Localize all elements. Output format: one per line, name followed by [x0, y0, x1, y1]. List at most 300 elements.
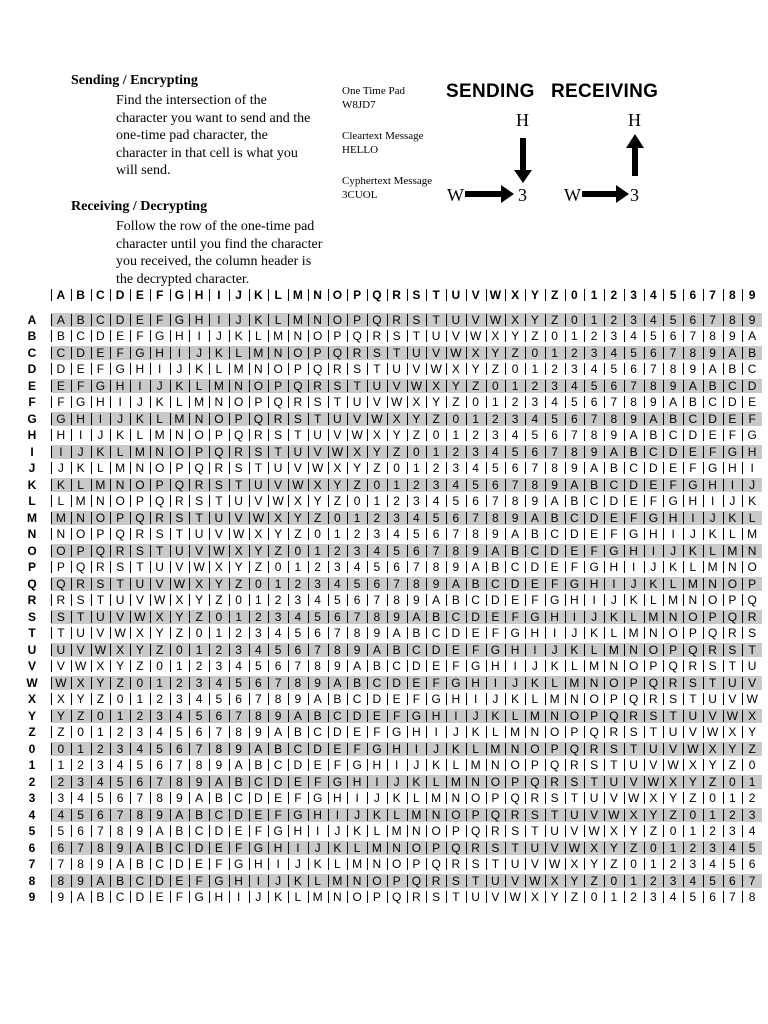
sending-line: character you want to send and the	[116, 110, 311, 126]
table-cell: 4	[584, 361, 604, 378]
table-cell: Y	[229, 559, 249, 576]
table-cell: R	[308, 378, 328, 395]
table-cell: B	[209, 790, 229, 807]
table-cell: 0	[150, 658, 170, 675]
table-cell: U	[624, 757, 644, 774]
table-cell: H	[604, 559, 624, 576]
table-cell: J	[486, 691, 506, 708]
table-cell: 4	[268, 625, 288, 642]
table-cell: Z	[545, 312, 565, 329]
table-cell: X	[150, 609, 170, 626]
table-cell: Z	[288, 526, 308, 543]
table-cell: J	[387, 774, 407, 791]
table-cell: 5	[545, 411, 565, 428]
table-cell: T	[683, 691, 703, 708]
table-cell: 9	[91, 856, 111, 873]
table-cell: T	[170, 526, 190, 543]
table-cell: M	[426, 790, 446, 807]
table-cell: B	[644, 427, 664, 444]
table-cell: O	[189, 427, 209, 444]
table-cell: 6	[584, 394, 604, 411]
table-row	[22, 328, 757, 345]
table-cell: C	[565, 510, 585, 527]
table-cell: K	[604, 609, 624, 626]
table-cell: D	[110, 312, 130, 329]
table-cell: T	[723, 658, 743, 675]
table-cell: 2	[170, 675, 190, 692]
column-header: D	[110, 287, 130, 304]
table-cell: I	[110, 394, 130, 411]
table-cell: J	[663, 543, 683, 560]
table-cell: W	[150, 592, 170, 609]
table-cell: L	[624, 609, 644, 626]
table-cell: S	[229, 460, 249, 477]
table-cell: Z	[71, 708, 91, 725]
table-cell: F	[545, 576, 565, 593]
table-cell: E	[209, 840, 229, 857]
table-cell: 7	[703, 312, 723, 329]
table-cell: I	[742, 460, 762, 477]
table-cell: E	[407, 675, 427, 692]
table-cell: 7	[51, 856, 71, 873]
row-header: 4	[28, 807, 36, 822]
table-cell: W	[308, 460, 328, 477]
table-cell: N	[663, 609, 683, 626]
receiving-line: character until you find the character	[116, 236, 323, 252]
table-cell: 6	[71, 823, 91, 840]
table-cell: O	[110, 493, 130, 510]
table-cell: C	[110, 889, 130, 906]
recv-result-digit: 3	[630, 185, 639, 205]
table-cell: C	[624, 460, 644, 477]
table-row	[22, 543, 757, 560]
table-cell: 6	[426, 526, 446, 543]
table-row	[22, 642, 756, 659]
table-cell: Z	[723, 757, 743, 774]
table-cell: B	[347, 675, 367, 692]
table-cell: 1	[663, 840, 683, 857]
table-cell: 5	[505, 444, 525, 461]
table-cell: P	[565, 724, 585, 741]
table-cell: 1	[525, 361, 545, 378]
column-header: M	[288, 287, 308, 304]
table-row	[22, 724, 757, 741]
table-cell: X	[545, 873, 565, 890]
table-cell: Q	[150, 493, 170, 510]
table-cell: B	[91, 889, 111, 906]
cleartext-label: Cleartext Message	[342, 130, 424, 142]
table-cell: U	[328, 411, 348, 428]
table-cell: 1	[466, 411, 486, 428]
table-cell: Z	[249, 559, 269, 576]
table-cell: Y	[683, 774, 703, 791]
table-cell: D	[565, 526, 585, 543]
table-cell: D	[723, 394, 743, 411]
table-cell: Q	[91, 543, 111, 560]
table-cell: 0	[703, 790, 723, 807]
table-cell: G	[486, 642, 506, 659]
table-cell: P	[407, 856, 427, 873]
table-cell: 4	[505, 427, 525, 444]
table-cell: Q	[525, 774, 545, 791]
table-cell: Y	[545, 889, 565, 906]
table-cell: 1	[308, 543, 328, 560]
table-cell: N	[486, 757, 506, 774]
table-cell: M	[545, 691, 565, 708]
table-cell: U	[51, 642, 71, 659]
table-cell: X	[604, 823, 624, 840]
table-cell: S	[742, 625, 762, 642]
table-cell: 8	[466, 526, 486, 543]
table-cell: H	[51, 427, 71, 444]
table-cell: Z	[703, 774, 723, 791]
table-cell: Z	[189, 609, 209, 626]
table-cell: 9	[545, 477, 565, 494]
table-cell: 1	[683, 823, 703, 840]
table-cell: H	[71, 411, 91, 428]
table-cell: 1	[407, 460, 427, 477]
table-cell: R	[525, 790, 545, 807]
table-cell: O	[387, 856, 407, 873]
table-cell: 6	[229, 691, 249, 708]
column-header: 6	[683, 287, 703, 304]
table-cell: V	[584, 807, 604, 824]
table-cell: D	[387, 675, 407, 692]
table-cell: K	[110, 427, 130, 444]
table-cell: I	[663, 526, 683, 543]
table-cell: G	[525, 609, 545, 626]
table-cell: S	[71, 592, 91, 609]
table-cell: D	[446, 625, 466, 642]
table-cell: N	[347, 873, 367, 890]
table-cell: U	[268, 460, 288, 477]
table-cell: J	[150, 378, 170, 395]
table-cell: F	[663, 477, 683, 494]
table-cell: C	[209, 807, 229, 824]
table-cell: M	[604, 642, 624, 659]
table-cell: G	[51, 411, 71, 428]
table-cell: 9	[565, 460, 585, 477]
table-cell: 7	[268, 675, 288, 692]
table-cell: X	[663, 774, 683, 791]
table-cell: J	[683, 526, 703, 543]
table-cell: D	[644, 460, 664, 477]
table-cell: 1	[51, 757, 71, 774]
table-cell: Q	[209, 444, 229, 461]
table-cell: L	[249, 328, 269, 345]
table-cell: D	[624, 477, 644, 494]
table-cell: 8	[505, 493, 525, 510]
table-cell: 6	[328, 609, 348, 626]
table-cell: Z	[347, 477, 367, 494]
table-cell: G	[683, 477, 703, 494]
table-cell: 5	[426, 510, 446, 527]
table-cell: 0	[51, 741, 71, 758]
table-cell: V	[150, 576, 170, 593]
table-cell: 4	[604, 345, 624, 362]
table-row	[22, 691, 758, 708]
row-header: I	[30, 444, 34, 459]
table-cell: I	[723, 477, 743, 494]
table-cell: U	[426, 328, 446, 345]
table-cell: 2	[525, 378, 545, 395]
table-cell: P	[367, 889, 387, 906]
table-cell: R	[604, 724, 624, 741]
table-cell: Z	[644, 823, 664, 840]
table-cell: U	[525, 840, 545, 857]
table-cell: H	[624, 543, 644, 560]
table-cell: U	[150, 559, 170, 576]
table-cell: K	[189, 361, 209, 378]
table-cell: H	[703, 477, 723, 494]
table-cell: Y	[268, 526, 288, 543]
table-cell: B	[110, 873, 130, 890]
table-cell: 4	[723, 840, 743, 857]
table-cell: 9	[268, 708, 288, 725]
table-cell: Q	[268, 394, 288, 411]
table-cell: T	[367, 361, 387, 378]
table-cell: 0	[308, 526, 328, 543]
table-cell: 6	[387, 559, 407, 576]
table-cell: G	[446, 675, 466, 692]
table-cell: H	[683, 493, 703, 510]
table-cell: T	[703, 675, 723, 692]
row-header: D	[27, 362, 37, 376]
table-cell: 3	[624, 312, 644, 329]
table-cell: H	[170, 328, 190, 345]
row-header: T	[28, 626, 36, 640]
table-cell: N	[110, 477, 130, 494]
table-cell: X	[229, 543, 249, 560]
table-cell: S	[663, 691, 683, 708]
table-cell: R	[268, 411, 288, 428]
table-cell: 0	[209, 609, 229, 626]
column-header: S	[407, 287, 427, 304]
table-cell: P	[683, 625, 703, 642]
table-row	[22, 807, 756, 824]
table-cell: J	[624, 576, 644, 593]
table-cell: 2	[268, 592, 288, 609]
table-cell: R	[51, 592, 71, 609]
table-cell: K	[466, 724, 486, 741]
table-cell: G	[663, 493, 683, 510]
table-cell: F	[466, 642, 486, 659]
table-row	[22, 427, 757, 444]
table-cell: N	[742, 543, 762, 560]
row-header: K	[27, 477, 37, 492]
table-cell: 4	[683, 873, 703, 890]
table-cell: C	[525, 543, 545, 560]
table-cell: G	[584, 559, 604, 576]
table-cell: Y	[624, 823, 644, 840]
table-cell: T	[545, 807, 565, 824]
table-cell: I	[486, 675, 506, 692]
table-row	[22, 741, 756, 758]
recv-up-arrow-icon	[626, 134, 644, 176]
send-left-letter: W	[447, 185, 464, 205]
table-cell: R	[584, 741, 604, 758]
table-cell: A	[268, 724, 288, 741]
table-cell: M	[328, 873, 348, 890]
table-cell: L	[268, 312, 288, 329]
table-cell: 7	[466, 510, 486, 527]
table-cell: 0	[525, 345, 545, 362]
table-cell: K	[308, 856, 328, 873]
cyphertext-label: Cyphertext Message	[342, 175, 433, 187]
table-cell: E	[367, 708, 387, 725]
table-cell: D	[466, 609, 486, 626]
table-cell: J	[584, 609, 604, 626]
table-cell: 1	[644, 856, 664, 873]
table-cell: X	[367, 427, 387, 444]
table-cell: Y	[723, 741, 743, 758]
table-cell: N	[91, 493, 111, 510]
table-cell: 1	[742, 774, 762, 791]
table-cell: 4	[367, 543, 387, 560]
table-cell: S	[367, 345, 387, 362]
table-cell: S	[486, 840, 506, 857]
table-cell: C	[644, 444, 664, 461]
table-cell: S	[407, 312, 427, 329]
row-header: Z	[28, 725, 36, 739]
table-cell: 6	[466, 493, 486, 510]
table-cell: M	[71, 493, 91, 510]
table-cell: I	[150, 361, 170, 378]
table-cell: N	[189, 411, 209, 428]
table-cell: 4	[565, 378, 585, 395]
table-cell: 8	[288, 675, 308, 692]
table-cell: 5	[150, 741, 170, 758]
table-cell: O	[426, 823, 446, 840]
table-cell: E	[663, 460, 683, 477]
table-cell: U	[229, 493, 249, 510]
table-cell: B	[525, 526, 545, 543]
table-cell: F	[387, 708, 407, 725]
table-cell: L	[505, 708, 525, 725]
table-cell: B	[426, 609, 446, 626]
table-cell: O	[486, 774, 506, 791]
table-cell: 0	[170, 642, 190, 659]
table-cell: X	[703, 741, 723, 758]
table-cell: X	[71, 675, 91, 692]
table-cell: 3	[308, 576, 328, 593]
table-cell: S	[426, 889, 446, 906]
table-cell: 5	[604, 361, 624, 378]
table-cell: W	[545, 856, 565, 873]
table-cell: M	[387, 823, 407, 840]
table-cell: 9	[229, 741, 249, 758]
table-cell: K	[565, 642, 585, 659]
table-cell: N	[644, 625, 664, 642]
column-header-row	[22, 287, 756, 304]
table-cell: 8	[742, 889, 762, 906]
table-cell: R	[387, 312, 407, 329]
table-cell: 2	[288, 576, 308, 593]
table-cell: 5	[407, 526, 427, 543]
table-cell: U	[249, 477, 269, 494]
table-cell: 4	[308, 592, 328, 609]
table-cell: H	[723, 460, 743, 477]
table-cell: L	[703, 543, 723, 560]
table-cell: K	[426, 757, 446, 774]
table-cell: 6	[624, 361, 644, 378]
table-cell: Z	[604, 856, 624, 873]
table-cell: O	[367, 873, 387, 890]
table-cell: D	[486, 592, 506, 609]
table-cell: Q	[328, 345, 348, 362]
table-cell: N	[367, 856, 387, 873]
table-cell: 2	[91, 741, 111, 758]
table-cell: D	[170, 856, 190, 873]
column-header: J	[229, 287, 249, 304]
table-cell: W	[426, 361, 446, 378]
table-cell: 0	[249, 576, 269, 593]
table-cell: E	[387, 691, 407, 708]
table-cell: 1	[387, 477, 407, 494]
table-cell: 6	[663, 328, 683, 345]
table-cell: 9	[387, 609, 407, 626]
table-cell: Y	[51, 708, 71, 725]
table-cell: 0	[71, 724, 91, 741]
table-cell: Q	[189, 460, 209, 477]
sending-line: one-time pad character, the	[116, 128, 268, 143]
row-header: W	[26, 675, 38, 690]
table-cell: B	[683, 394, 703, 411]
table-cell: P	[150, 477, 170, 494]
table-cell: P	[189, 444, 209, 461]
table-cell: I	[71, 427, 91, 444]
table-cell: J	[466, 708, 486, 725]
table-cell: E	[486, 609, 506, 626]
table-cell: J	[742, 477, 762, 494]
table-cell: O	[170, 444, 190, 461]
table-cell: 4	[288, 609, 308, 626]
table-cell: V	[446, 328, 466, 345]
table-cell: Y	[446, 378, 466, 395]
table-cell: 8	[71, 856, 91, 873]
table-row	[22, 394, 757, 411]
table-cell: K	[525, 675, 545, 692]
table-cell: 7	[525, 460, 545, 477]
table-cell: E	[624, 493, 644, 510]
table-cell: D	[683, 427, 703, 444]
table-cell: 7	[624, 378, 644, 395]
table-cell: C	[466, 592, 486, 609]
table-cell: C	[723, 378, 743, 395]
row-header: V	[27, 659, 36, 673]
table-cell: 2	[584, 328, 604, 345]
table-cell: O	[328, 312, 348, 329]
table-cell: C	[130, 873, 150, 890]
table-cell: 6	[644, 345, 664, 362]
table-cell: H	[505, 642, 525, 659]
table-cell: O	[683, 609, 703, 626]
table-cell: S	[268, 427, 288, 444]
table-cell: B	[742, 345, 762, 362]
table-cell: L	[229, 345, 249, 362]
table-cell: B	[288, 724, 308, 741]
table-cell: 5	[446, 493, 466, 510]
table-cell: 1	[249, 592, 269, 609]
column-header: 1	[584, 287, 604, 304]
table-cell: A	[407, 609, 427, 626]
table-cell: S	[209, 477, 229, 494]
table-cell: M	[466, 757, 486, 774]
table-cell: X	[446, 361, 466, 378]
table-cell: Q	[229, 427, 249, 444]
table-cell: 3	[723, 823, 743, 840]
table-cell: A	[663, 394, 683, 411]
